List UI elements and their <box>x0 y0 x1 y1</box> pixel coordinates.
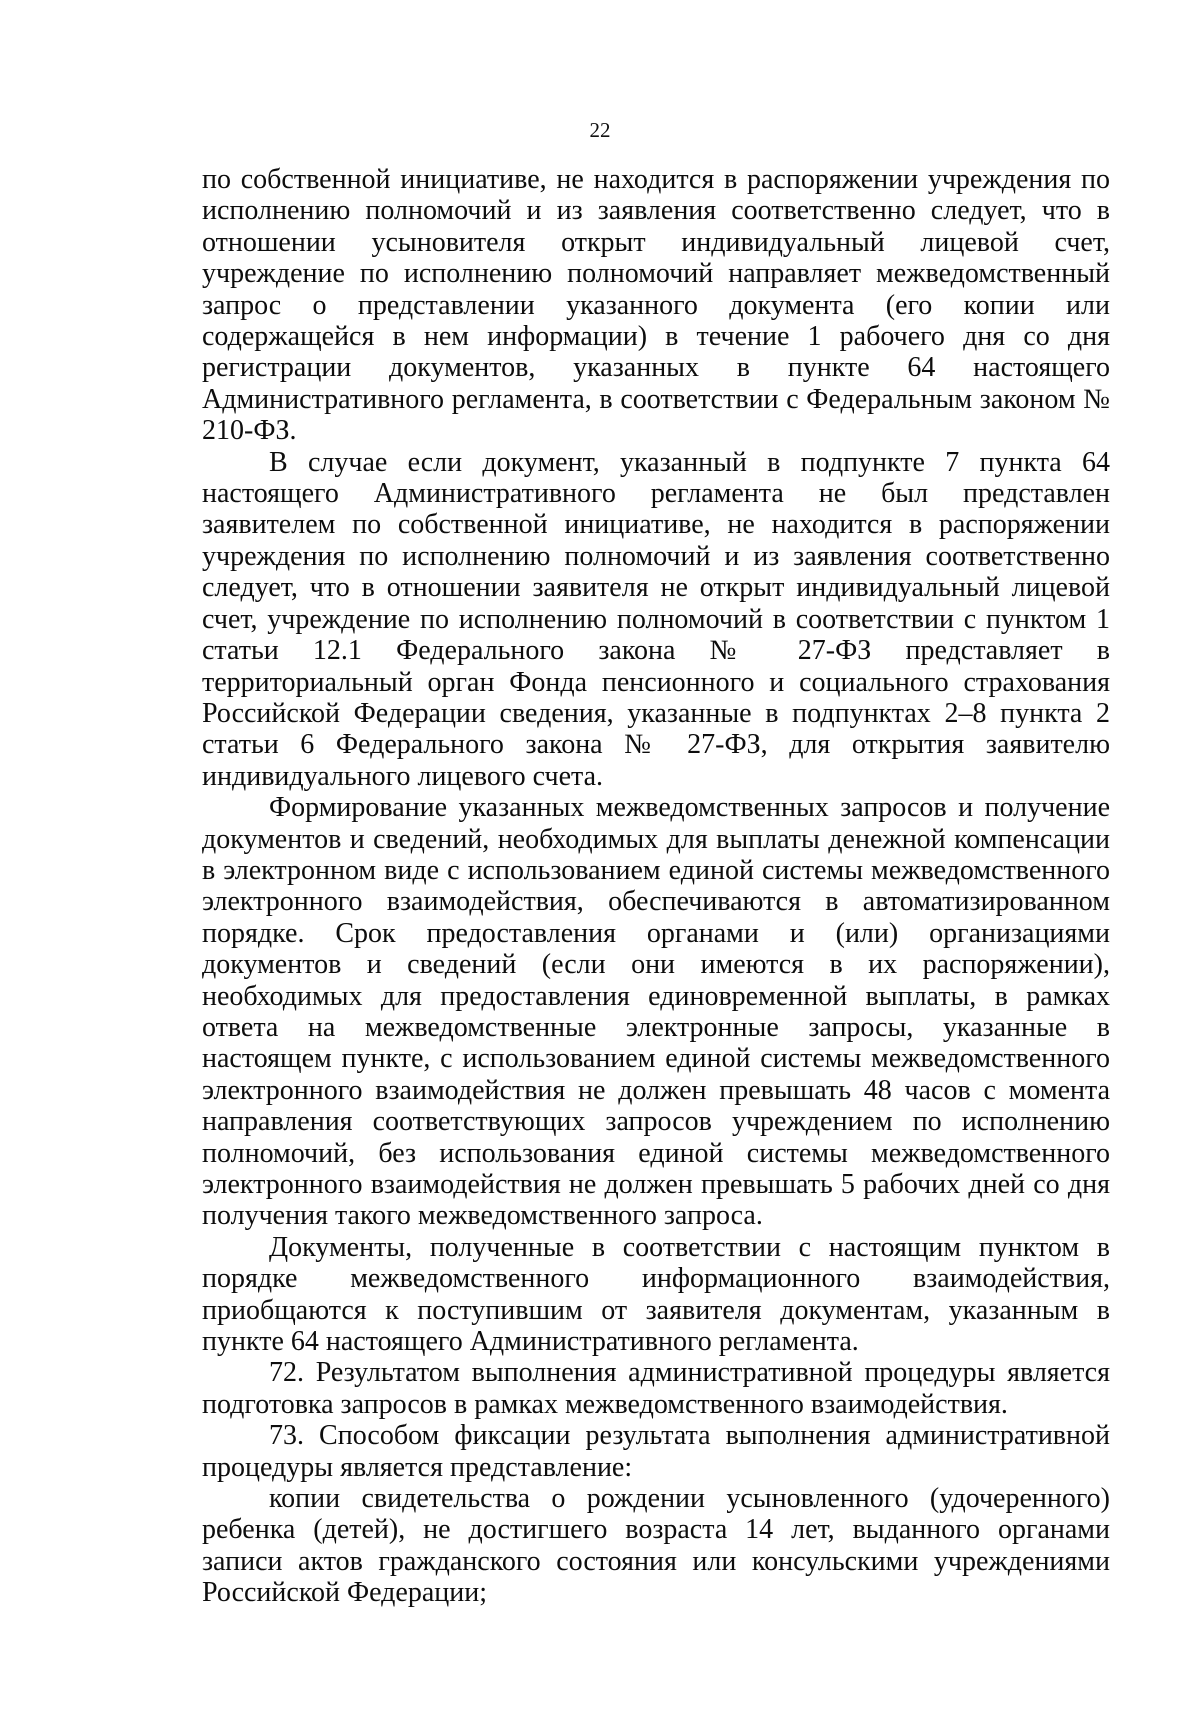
paragraph-item-72: 72. Результатом выполнения административной процедуры является подготовка запросов в рамках межведомственного взаимодействия. <box>202 1357 1110 1420</box>
paragraph-item-73: 73. Способом фиксации результата выполнения административной процедуры является представление: <box>202 1420 1110 1483</box>
paragraph-interagency-requests: Формирование указанных межведомственных запросов и получение документов и сведений, необходимых для выплаты денежной компенсации в электронном виде с использованием единой системы межведомственного электронного взаимодействия, обеспечиваются в автоматизированном порядке. Срок предоставления органами и (или) организациями документов и сведений (если они имеются в их распоряжении), необходимых для предоставления единовременной выплаты, в рамках ответа на межведомственные электронные запросы, указанные в настоящем пункте, с использованием единой системы межведомственного электронного взаимодействия не должен превышать 48 часов с момента направления соответствующих запросов учреждением по исполнению полномочий, без использования единой системы межведомственного электронного взаимодействия не должен превышать 5 рабочих дней со дня получения такого межведомственного запроса. <box>202 792 1110 1232</box>
paragraph-continuation: по собственной инициативе, не находится в распоряжении учреждения по исполнению полномочий и из заявления соответственно следует, что в отношении усыновителя открыт индивидуальный лицевой счет, учреждение по исполнению полномочий направляет межведомственный запрос о представлении указанного документа (его копии или содержащейся в нем информации) в течение 1 рабочего дня со дня регистрации документов, указанных в пункте 64 настоящего Административного регламента, в соответствии с Федеральным законом № 210-ФЗ. <box>202 164 1110 447</box>
paragraph-individual-account: В случае если документ, указанный в подпункте 7 пункта 64 настоящего Административного регламента не был представлен заявителем по собственной инициативе, не находится в распоряжении учреждения по исполнению полномочий и из заявления соответственно следует, что в отношении заявителя не открыт индивидуальный лицевой счет, учреждение по исполнению полномочий в соответствии с пунктом 1 статьи 12.1 Федерального закона № 27-ФЗ представляет в территориальный орган Фонда пенсионного и социального страхования Российской Федерации сведения, указанные в подпунктах 2–8 пункта 2 статьи 6 Федерального закона № 27-ФЗ, для открытия заявителю индивидуального лицевого счета. <box>202 446 1110 792</box>
document-body <box>202 164 1110 1609</box>
paragraph-documents-received: Документы, полученные в соответствии с настоящим пунктом в порядке межведомственного информационного взаимодействия, приобщаются к поступившим от заявителя документам, указанным в пункте 64 настоящего Административного регламента. <box>202 1231 1110 1358</box>
page-number: 22 <box>589 118 611 142</box>
paragraph-birth-certificate: копии свидетельства о рождении усыновленного (удочеренного) ребенка (детей), не достигшего возраста 14 лет, выданного органами записи актов гражданского состояния или консульскими учреждениями Российской Федерации; <box>202 1483 1110 1609</box>
